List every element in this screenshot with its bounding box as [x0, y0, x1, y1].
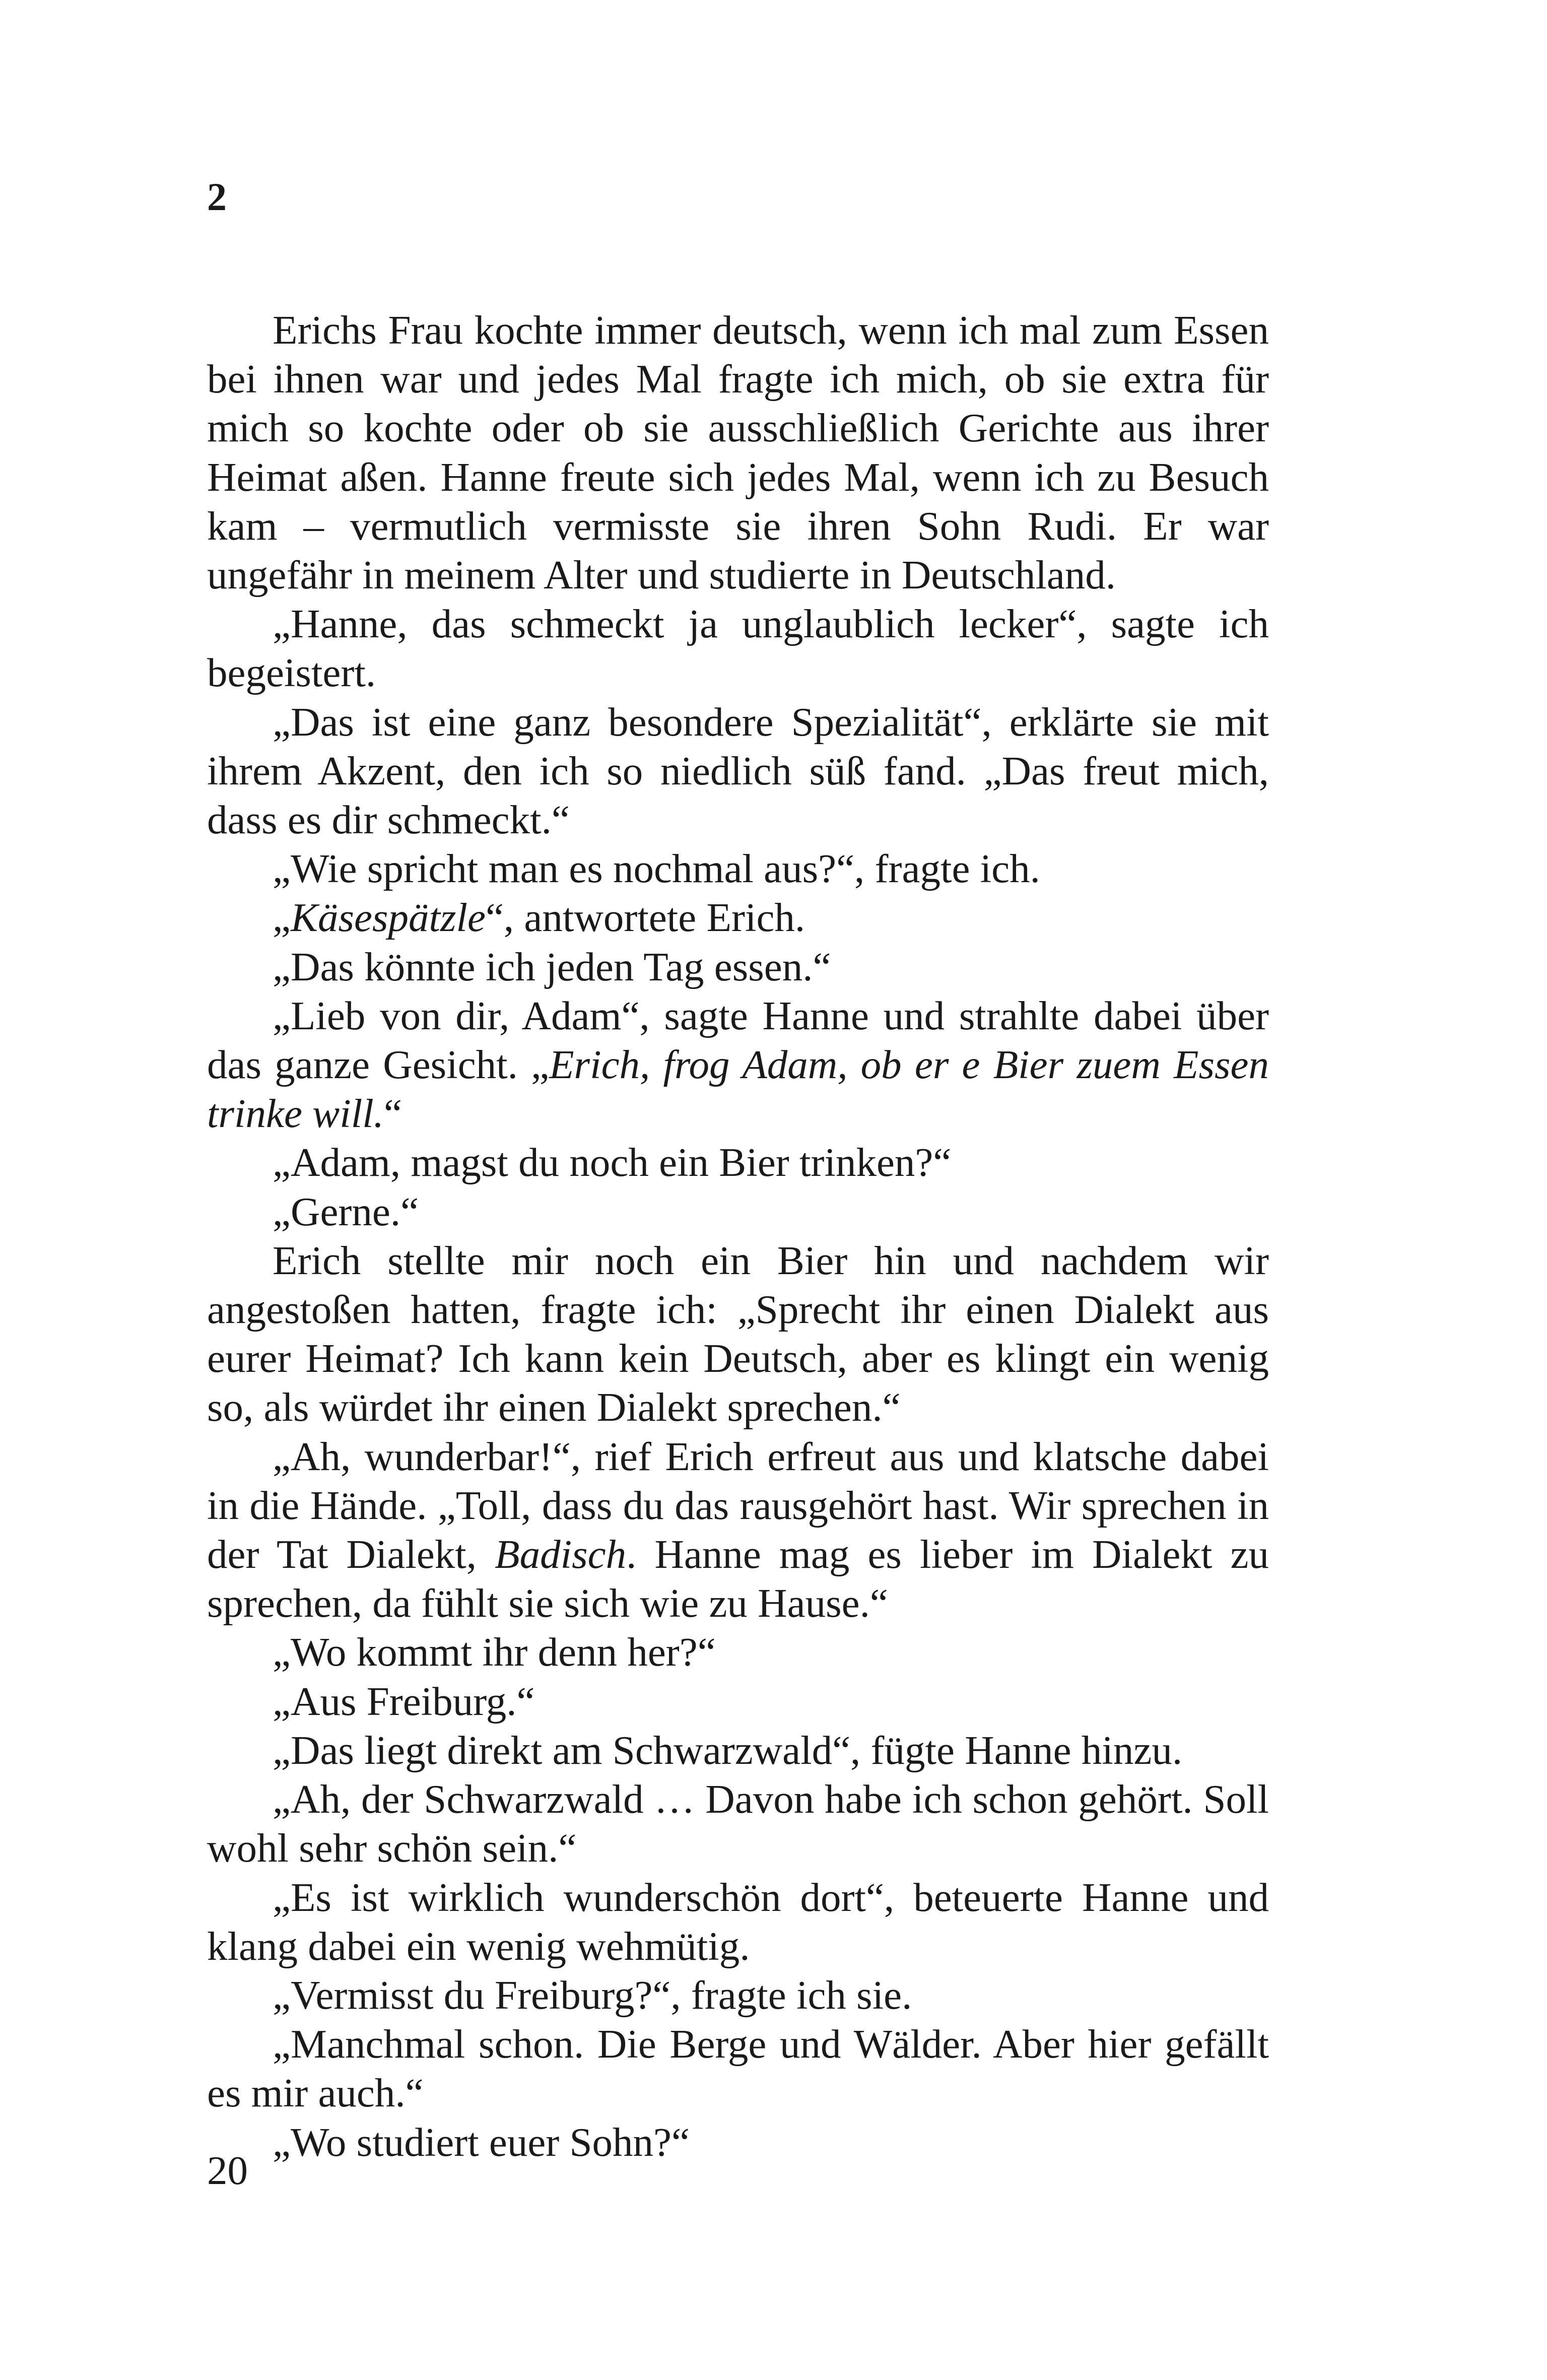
paragraph: [207, 844, 1269, 893]
paragraph: [207, 893, 1269, 942]
paragraph: [207, 1187, 1269, 1236]
paragraph: [207, 1432, 1269, 1628]
paragraph: [207, 1971, 1269, 2020]
text-run: „Vermisst du Freiburg?“, fragte ich sie.: [273, 1972, 912, 2018]
text-run: . Hanne mag es lieber im Dialekt zu sprechen, da fühlt sie sich wie zu Hause.“: [207, 1532, 1269, 1626]
chapter-body-text: [207, 306, 1269, 2167]
text-run: „Gerne.“: [273, 1188, 419, 1234]
paragraph: [207, 1677, 1269, 1726]
text-run: „Adam, magst du noch ein Bier trinken?“: [273, 1140, 952, 1185]
text-run: „: [273, 895, 291, 941]
paragraph: [207, 600, 1269, 697]
paragraph: [207, 1628, 1269, 1677]
paragraph: [207, 1873, 1269, 1971]
paragraph: [207, 2118, 1269, 2167]
paragraph: [207, 1236, 1269, 1432]
text-run: “, antwortete Erich.: [485, 895, 805, 941]
text-run: „Ah, wunderbar!“, rief Erich erfreut aus und klatsche dabei in die Hände. „Toll, dass du das rausgehört hast. Wir sprechen in der Tat Dialekt,: [207, 1433, 1269, 1577]
text-run: „Manchmal schon. Die Berge und Wälder. Aber hier gefällt es mir auch.“: [207, 2021, 1269, 2116]
text-run: „Wie spricht man es nochmal aus?“, fragte ich.: [273, 846, 1040, 892]
text-run: „Das liegt direkt am Schwarzwald“, fügte Hanne hinzu.: [273, 1727, 1183, 1773]
text-run: „Es ist wirklich wunderschön dort“, beteuerte Hanne und klang dabei ein wenig wehmütig.: [207, 1874, 1269, 1969]
paragraph: [207, 2020, 1269, 2118]
paragraph: [207, 991, 1269, 1139]
text-run: „Das ist eine ganz besondere Spezialität“, erklärte sie mit ihrem Akzent, den ich so niedlich süß fand. „Das freut mich, dass es dir schmeckt.“: [207, 699, 1269, 843]
text-run: “: [383, 1091, 402, 1137]
paragraph: [207, 943, 1269, 991]
text-run: „Das könnte ich jeden Tag essen.“: [273, 944, 831, 989]
text-run: „Wo studiert euer Sohn?“: [273, 2119, 690, 2165]
italic-text: Erich, frog Adam, ob er e Bier zuem Essen trinke will.: [207, 1042, 1269, 1137]
italic-text: Käsespätzle: [290, 895, 486, 941]
text-run: „Aus Freiburg.“: [273, 1678, 535, 1724]
paragraph: [207, 1138, 1269, 1187]
paragraph: [207, 698, 1269, 845]
text-run: „Wo kommt ihr denn her?“: [273, 1629, 716, 1675]
paragraph: [207, 306, 1269, 600]
italic-text: Badisch: [495, 1532, 627, 1577]
page-number: 20: [207, 2148, 248, 2193]
chapter-number: 2: [207, 175, 227, 219]
paragraph: [207, 1775, 1269, 1873]
text-run: „Lieb von dir, Adam“, sagte Hanne und strahlte dabei über das ganze Gesicht. „: [207, 993, 1269, 1088]
text-run: „Ah, der Schwarzwald … Davon habe ich schon gehört. Soll wohl sehr schön sein.“: [207, 1776, 1269, 1871]
text-run: Erichs Frau kochte immer deutsch, wenn ich mal zum Essen bei ihnen war und jedes Mal fragte ich mich, ob sie extra für mich so kochte oder ob sie ausschließlich Gerichte aus ihrer Heimat aßen. Hanne freute sich jedes Mal, wenn ich zu Besuch kam – vermutlich vermisste sie ihren Sohn Rudi. Er war ungefähr in meinem Alter und studierte in Deutschland.: [207, 307, 1269, 598]
paragraph: [207, 1726, 1269, 1775]
text-run: „Hanne, das schmeckt ja unglaublich lecker“, sagte ich begeistert.: [207, 601, 1269, 696]
text-run: Erich stellte mir noch ein Bier hin und nachdem wir angestoßen hatten, fragte ich: „Sprecht ihr einen Dialekt aus eurer Heimat? Ich kann kein Deutsch, aber es klingt ein wenig so, als würdet ihr einen Dialekt sprechen.“: [207, 1237, 1269, 1430]
